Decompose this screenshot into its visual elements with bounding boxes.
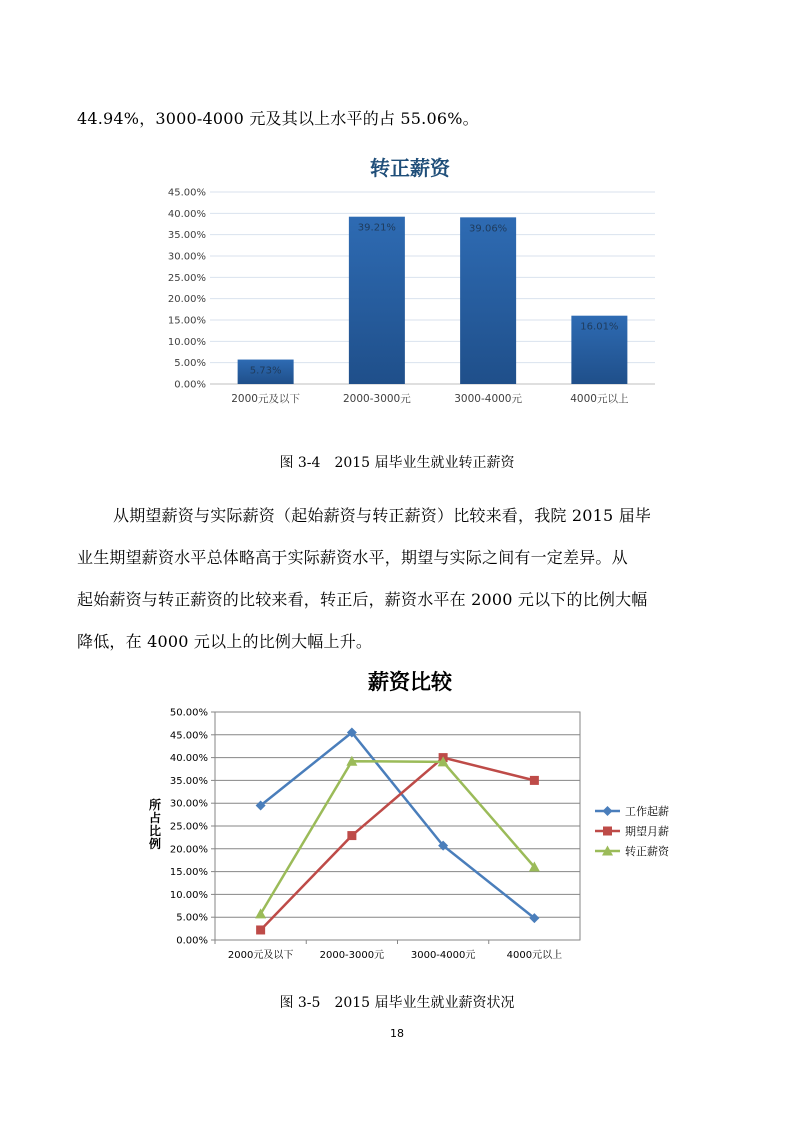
y-tick-label: 5.00% [174, 358, 206, 370]
y-tick-label: 0.00% [176, 935, 208, 947]
x-tick-label: 2000元及以下 [227, 950, 294, 961]
series-line [261, 761, 535, 914]
x-tick-label: 2000-3000元 [319, 950, 385, 961]
chart2-title: 薪资比较 [368, 670, 452, 694]
legend-label: 工作起薪 [625, 805, 669, 818]
bar-value-label: 39.21% [357, 222, 396, 234]
y-tick-label: 10.00% [169, 889, 208, 901]
figure-3-5-caption: 图 3-5 2015 届毕业生就业薪资状况 [279, 995, 515, 1011]
paragraph-top-line: 44.94%，3000-4000 元及其以上水平的占 55.06%。 [77, 109, 479, 128]
data-point [255, 908, 266, 918]
x-tick-label: 4000元以上 [506, 950, 563, 961]
y-tick-label: 15.00% [169, 867, 208, 879]
x-tick-label: 3000-4000元 [410, 950, 476, 961]
x-tick-label: 3000-4000元 [454, 393, 522, 405]
x-tick-label: 2000-3000元 [343, 393, 411, 405]
y-tick-label: 50.00% [169, 707, 208, 719]
y-tick-label: 30.00% [169, 798, 208, 810]
paragraph-line-2: 业生期望薪资水平总体略高于实际薪资水平，期望与实际之间有一定差异。从 [77, 548, 628, 567]
chart1-title: 转正薪资 [370, 156, 450, 180]
y-tick-label: 40.00% [167, 208, 206, 220]
y-tick-label: 25.00% [169, 821, 208, 833]
legend-marker [603, 806, 613, 816]
legend-label: 期望月薪 [625, 825, 669, 838]
y-tick-label: 30.00% [167, 251, 206, 263]
y-axis-label-char: 所 [148, 798, 162, 812]
y-tick-label: 10.00% [167, 336, 206, 348]
page-number: 18 [390, 1027, 404, 1040]
y-tick-label: 35.00% [167, 230, 206, 242]
y-axis-label [149, 797, 161, 851]
data-point [256, 925, 265, 934]
data-point [530, 776, 539, 785]
bar-value-label: 39.06% [469, 223, 508, 235]
bar [349, 217, 405, 384]
bar-value-label: 5.73% [249, 365, 282, 377]
paragraph-line-4: 降低，在 4000 元以上的比例大幅上升。 [77, 632, 373, 651]
y-tick-label: 15.00% [167, 315, 206, 327]
y-tick-label: 45.00% [169, 730, 208, 742]
x-tick-label: 4000元以上 [570, 393, 629, 405]
figure-3-4-caption: 图 3-4 2015 届毕业生就业转正薪资 [279, 455, 515, 471]
x-tick-label: 2000元及以下 [231, 393, 300, 405]
salary-regular-bar-chart [150, 148, 670, 418]
data-point [347, 831, 356, 840]
y-tick-label: 5.00% [176, 912, 208, 924]
y-tick-label: 45.00% [167, 187, 206, 199]
legend-marker [603, 827, 612, 836]
y-tick-label: 20.00% [167, 294, 206, 306]
y-axis-label-char: 例 [148, 837, 162, 851]
y-tick-label: 40.00% [169, 753, 208, 765]
salary-comparison-line-chart [140, 662, 700, 972]
y-axis-label-char: 比 [148, 824, 162, 838]
paragraph-line-1: 从期望薪资与实际薪资（起始薪资与转正薪资）比较来看，我院 2015 届毕 [113, 506, 652, 525]
y-tick-label: 0.00% [174, 379, 206, 391]
y-tick-label: 35.00% [169, 775, 208, 787]
y-tick-label: 20.00% [169, 844, 208, 856]
y-axis-label-char: 占 [148, 811, 162, 825]
legend-label: 转正薪资 [625, 845, 669, 858]
bar [460, 217, 516, 384]
bar-value-label: 16.01% [580, 321, 619, 333]
paragraph-line-3: 起始薪资与转正薪资的比较来看，转正后，薪资水平在 2000 元以下的比例大幅 [77, 590, 648, 609]
y-tick-label: 25.00% [167, 272, 206, 284]
